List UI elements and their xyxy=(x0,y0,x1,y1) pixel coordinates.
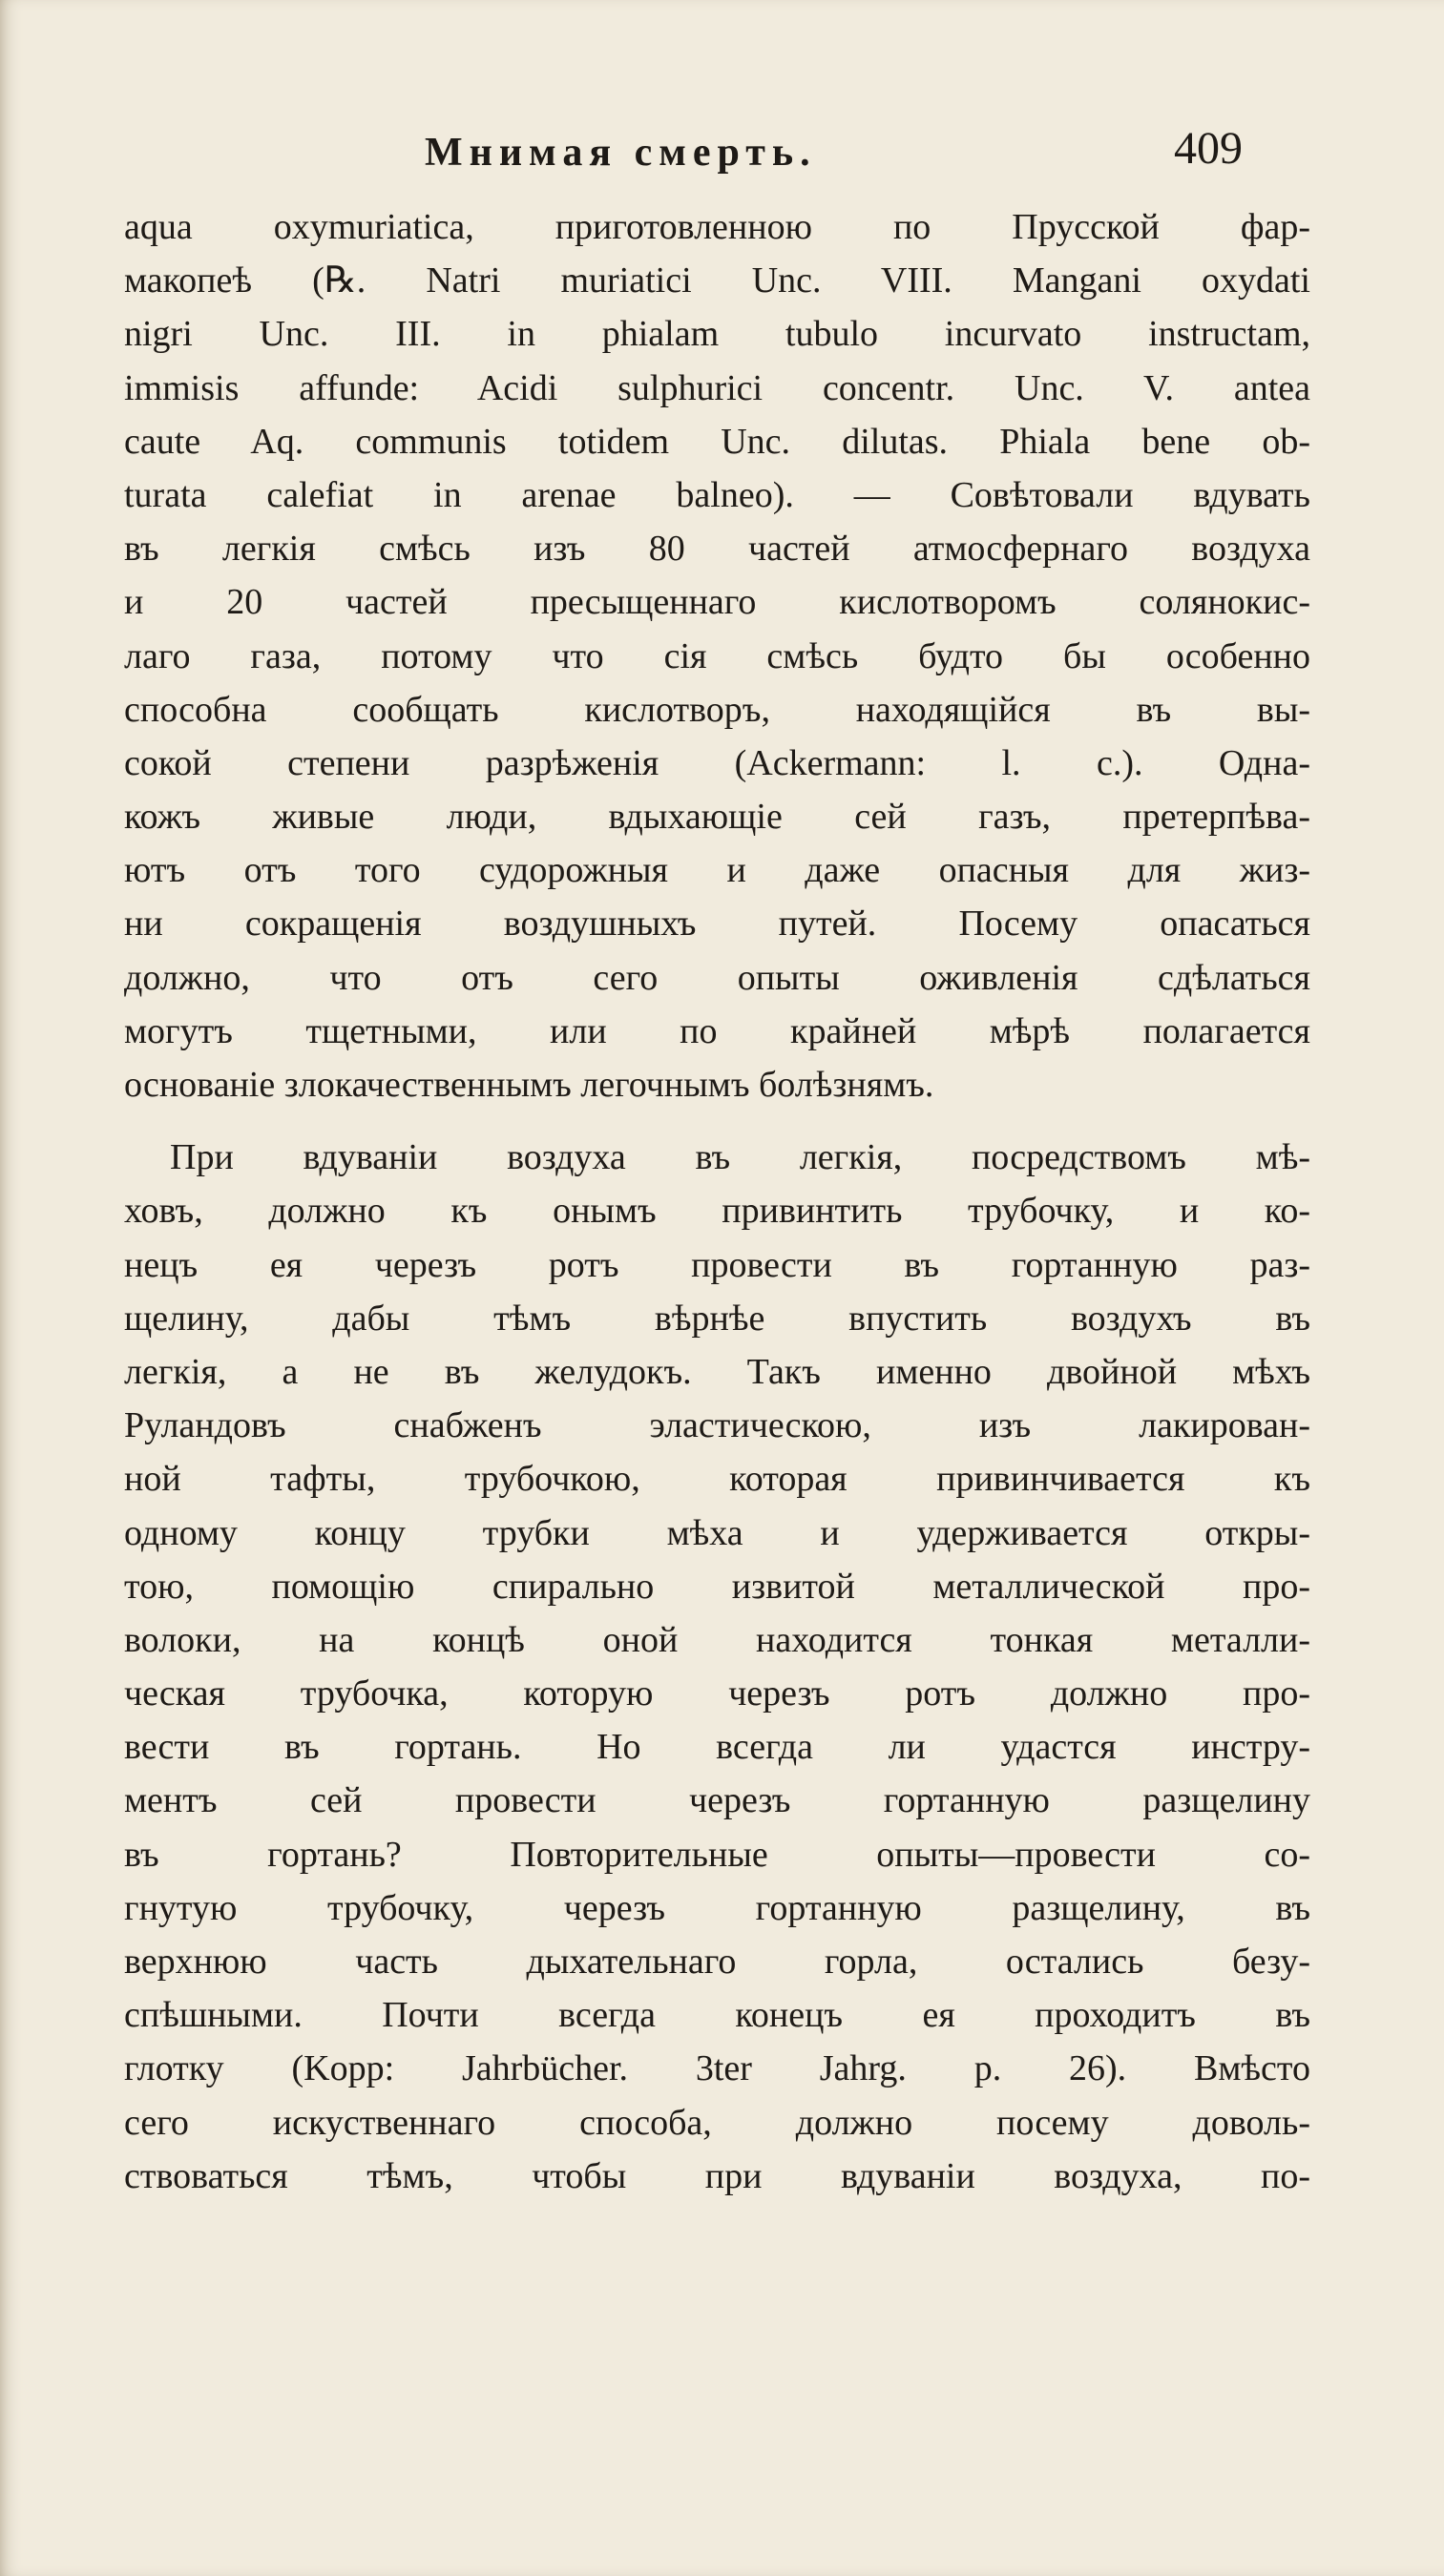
text-line: ютъ отъ того судорожныя и даже опасныя для жиз- xyxy=(124,850,1310,891)
text-line: могутъ тщетными, или по крайней мѣрѣ полагается xyxy=(124,1010,1310,1051)
text-line: ствоваться тѣмъ, чтобы при вдуваніи воздуха, по- xyxy=(124,2155,1310,2196)
text-line: вести въ гортань. Но всегда ли удастся инстру- xyxy=(124,1727,1310,1768)
text-line: сего искуственнаго способа, должно посему доволь- xyxy=(124,2102,1310,2143)
text-line: ческая трубочка, которую черезъ ротъ должно про- xyxy=(124,1673,1310,1714)
text-line: immisis affunde: Acidi sulphurici concentr. Unc. V. antea xyxy=(124,367,1310,408)
text-line: кожъ живые люди, вдыхающіе сей газъ, претерпѣва- xyxy=(124,797,1310,838)
body-text xyxy=(124,200,1310,2203)
text-line: основаніе злокачественнымъ легочнымъ болѣзнямъ. xyxy=(124,1065,934,1105)
text-line: легкія, а не въ желудокъ. Такъ именно двойной мѣхъ xyxy=(124,1351,1310,1392)
page-header xyxy=(0,122,1444,179)
text-line: одному концу трубки мѣха и удерживается откры- xyxy=(124,1512,1310,1553)
page-number: 409 xyxy=(1174,123,1243,174)
paragraph-2 xyxy=(124,1131,1310,2203)
text-line: caute Aq. communis totidem Unc. dilutas. Phiala bene ob- xyxy=(124,421,1310,462)
text-line: щелину, дабы тѣмъ вѣрнѣе впустить воздухъ въ xyxy=(124,1298,1310,1339)
paragraph-gap xyxy=(124,1111,1310,1131)
text-line: макопеѣ (℞. Natri muriatici Unc. VIII. Mangani oxydati xyxy=(124,260,1310,301)
running-head: Мнимая смерть. xyxy=(425,131,817,175)
text-line: ной тафты, трубочкою, которая привинчивается къ xyxy=(124,1459,1310,1500)
text-line: въ легкія смѣсь изъ 80 частей атмосфернаго воздуха xyxy=(124,529,1310,570)
text-line: ховъ, должно къ онымъ привинтить трубочку, и ко- xyxy=(124,1191,1310,1232)
text-line: гнутую трубочку, черезъ гортанную разщелину, въ xyxy=(124,1887,1310,1928)
text-line: сокой степени разрѣженія (Ackermann: l. c.). Одна- xyxy=(124,742,1310,783)
text-line: способна сообщать кислотворъ, находящійся въ вы- xyxy=(124,689,1310,730)
text-line: верхнюю часть дыхательнаго горла, остались безу- xyxy=(124,1942,1310,1982)
text-line: спѣшными. Почти всегда конецъ ея проходитъ въ xyxy=(124,1995,1310,2036)
text-line: и 20 частей пресыщеннаго кислотворомъ солянокис- xyxy=(124,582,1310,623)
text-line: въ гортань? Повторительные опыты—провести со- xyxy=(124,1834,1310,1875)
text-line: Руландовъ снабженъ эластическою, изъ лакирован- xyxy=(124,1405,1310,1446)
text-line: ментъ сей провести черезъ гортанную разщелину xyxy=(124,1780,1310,1821)
text-line: тою, помощію спирально извитой металлической про- xyxy=(124,1566,1310,1607)
text-line: должно, что отъ сего опыты оживленія сдѣлаться xyxy=(124,957,1310,998)
text-line: нецъ ея черезъ ротъ провести въ гортанную раз- xyxy=(124,1244,1310,1285)
paragraph-1 xyxy=(124,200,1310,1111)
text-line: nigri Unc. III. in phialam tubulo incurvato instructam, xyxy=(124,314,1310,355)
text-line: ни сокращенія воздушныхъ путей. Посему опасаться xyxy=(124,904,1310,945)
text-line: глотку (Kopp: Jahrbücher. 3ter Jahrg. p. 26). Вмѣсто xyxy=(124,2048,1310,2089)
text-line: волоки, на концѣ оной находится тонкая металли- xyxy=(124,1619,1310,1660)
text-line: При вдуваніи воздуха въ легкія, посредствомъ мѣ- xyxy=(170,1137,1310,1178)
text-line: turata calefiat in arenae balneo). — Совѣтовали вдувать xyxy=(124,474,1310,515)
text-line: aqua oxymuriatica, приготовленною по Прусской фар- xyxy=(124,207,1310,247)
text-line: лаго газа, потому что сія смѣсь будто бы особенно xyxy=(124,635,1310,676)
